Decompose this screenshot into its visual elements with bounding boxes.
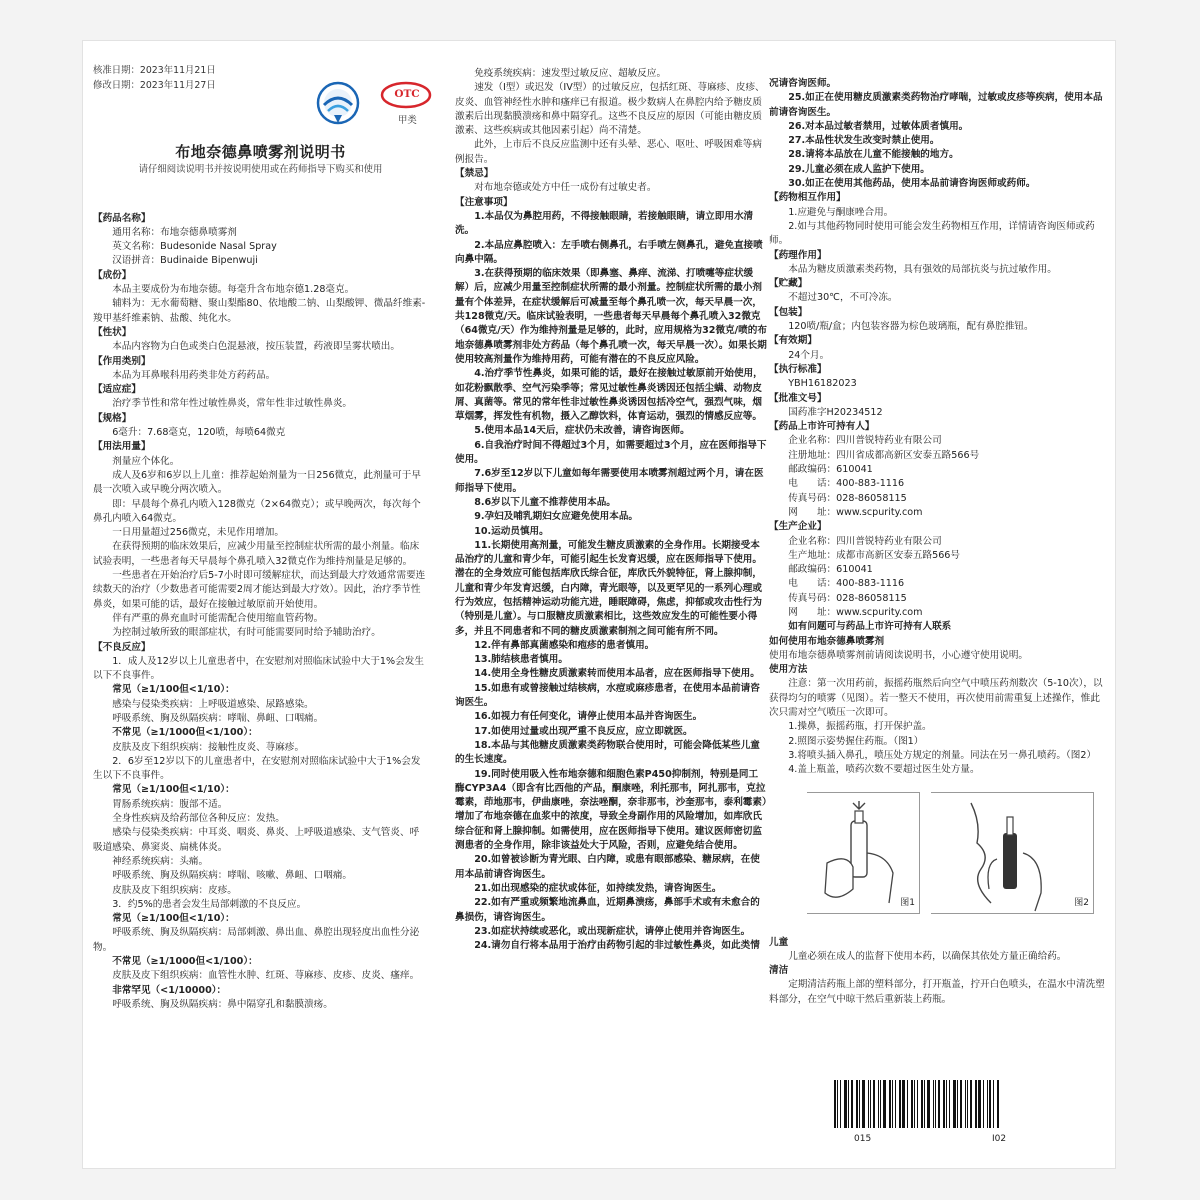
paragraph: 2.照图示姿势握住药瓶。（图1） (788, 735, 924, 747)
column-2-body (455, 67, 767, 953)
approval-date: 核准日期：2023年11月21日 (93, 65, 216, 76)
paragraph: 皮肤及皮下组织疾病：皮疹。 (112, 884, 237, 896)
paragraph: 呼吸系统、胸及纵隔疾病：哮喘、咳嗽、鼻衄、口咽痛。 (112, 870, 353, 882)
paragraph: 如有问题可与药品上市许可持有人联系 (788, 621, 952, 633)
paragraph: 企业名称：四川普锐特药业有限公司 (788, 435, 942, 447)
barcode-bar (870, 1080, 871, 1128)
paragraph: 胃肠系统疾病：腹部不适。 (112, 798, 228, 810)
paragraph: 全身性疾病及给药部位各种反应：发热。 (112, 813, 285, 825)
paragraph: 一些患者在开始治疗后5-7小时即可缓解症状，而达到最大疗效通常需要连续数天的治疗（少数患者可能需要2周才能达到最大疗效）。因此，治疗季节性鼻炎，如果可能的话，最好在接触过敏原前开始使用。 (93, 570, 426, 610)
column-3 (769, 77, 1105, 1007)
figure-2 (931, 792, 1094, 914)
paragraph: 邮政编码：610041 (788, 464, 873, 476)
section-heading: 【药品名称】 (93, 212, 151, 224)
barcode-bar (975, 1080, 977, 1128)
figure-1-caption: 图1 (900, 898, 915, 909)
barcode-bar (927, 1080, 930, 1128)
paragraph: 感染与侵染类疾病：中耳炎、咽炎、鼻炎、上呼吸道感染、支气管炎、呼吸道感染、鼻窦炎、扁桃体炎。 (93, 827, 420, 853)
barcode-bar (844, 1080, 847, 1128)
paragraph: 伴有严重的鼻充血时可能需配合使用缩血管药物。 (112, 612, 324, 624)
barcode-bar (983, 1080, 984, 1128)
paragraph: 22.如有严重或频繁地流鼻血，近期鼻溃疡，鼻部手术或有未愈合的鼻损伤，请咨询医生。 (455, 897, 760, 923)
barcode-icon (834, 1080, 1014, 1128)
section-heading: 【规格】 (93, 412, 132, 424)
paragraph: 常见（≥1/100但<1/10）： (112, 684, 235, 696)
paragraph: 即：早晨每个鼻孔内喷入128微克（2×64微克）；或早晚两次，每次每个鼻孔内喷入64微克。 (93, 498, 421, 524)
paragraph: 呼吸系统、胸及纵隔疾病：哮喘、鼻衄、口咽痛。 (112, 712, 324, 724)
barcode-bar (943, 1080, 945, 1128)
barcode-bar (953, 1080, 956, 1128)
paragraph: 6毫升：7.68毫克，120喷，每喷64微克 (112, 427, 286, 439)
barcode-bar (856, 1080, 858, 1128)
paragraph: 18.本品与其他糖皮质激素类药物联合使用时，可能会降低某些儿童的生长速度。 (455, 739, 760, 766)
paragraph: 汉语拼音：Budinaide Bipenwuji (112, 255, 258, 267)
paragraph: 辅料为：无水葡萄糖、聚山梨酯80、依地酸二钠、山梨酸钾、微晶纤维素-羧甲基纤维素钠、盐酸、纯化水。 (93, 298, 426, 324)
barcode-bar (889, 1080, 891, 1128)
barcode-bar (978, 1080, 981, 1128)
column-1-body (93, 212, 428, 1013)
barcode-bar (957, 1080, 958, 1128)
paragraph: 27.本品性状发生改变时禁止使用。 (788, 135, 940, 147)
paragraph: 120喷/瓶/盒；内包装容器为棕色玻璃瓶，配有鼻腔推钮。 (788, 321, 1034, 333)
paragraph: 常见（≥1/100但<1/10）： (112, 784, 235, 796)
section-heading: 【贮藏】 (769, 278, 808, 290)
paragraph: 常见（≥1/100但<1/10）： (112, 913, 235, 925)
section-heading: 【不良反应】 (93, 641, 151, 653)
paragraph: 24.请勿自行将本品用于治疗由药物引起的非过敏性鼻炎，如此类情 (474, 940, 760, 952)
column-1 (93, 63, 428, 1012)
barcode-bar (892, 1080, 893, 1128)
paragraph: 1.操鼻，振摇药瓶，打开保护盖。 (788, 721, 932, 733)
barcode-bar (907, 1080, 908, 1128)
paragraph: 2．6岁至12岁以下的儿童患者中，在安慰剂对照临床试验中大于1%会发生以下不良事件。 (93, 755, 421, 782)
barcode-bar (993, 1080, 994, 1128)
barcode-bar (899, 1080, 901, 1128)
barcode-bar (873, 1080, 875, 1128)
paragraph: 11.长期使用高剂量，可能发生糖皮质激素的全身作用。长期接受本品治疗的儿童和青少年，可能引起生长发育迟缓，应在医师指导下使用。潜在的全身效应可能包括库欣氏综合征，库欣氏外貌特征，肾上腺抑制，儿童和青少年发育迟缓，白内障，青光眼等，以及更罕见的一系列心理或行为效应，包括精神运动功能亢进，睡眠障碍，焦虑，抑郁或攻击性行为（特别是儿童）。与口服糖皮质激素相比，这些效应发生的可能性要小得多，并且不同患者和不同的糖皮质激素制剂之间可能有所不同。 (455, 539, 762, 637)
section-heading: 【药物相互作用】 (769, 192, 846, 204)
paragraph: 不常见（≥1/1000但<1/100）： (112, 956, 258, 968)
barcode-bar (895, 1080, 896, 1128)
paragraph: 企业名称：四川普锐特药业有限公司 (788, 535, 942, 547)
paragraph: 19.同时使用吸入性布地奈德和细胞色素P450抑制剂，特别是同工酶CYP3A4（即含有比西他的产品，酮康唑，利托那韦，阿扎那韦，克拉霉素，茚地那韦，伊曲康唑，奈法唑酮，奈非那韦，沙奎那韦，泰利霉素）增加了布地奈德在血浆中的浓度，导致全身副作用的风险增加，如库欣氏综合征和肾上腺抑制。如需使用，应在医师指导下使用。建议医师密切监测患者的全身作用，除非该益处大于风险，否则，应避免结合使用。 (455, 768, 767, 852)
paragraph: 英文名称：Budesonide Nasal Spray (112, 241, 277, 253)
barcode-bar (997, 1080, 999, 1128)
section-heading: 【成份】 (93, 269, 132, 281)
paragraph: 生产地址：成都市高新区安泰五路566号 (788, 549, 960, 561)
barcode-bar (960, 1080, 962, 1128)
barcode-bar (834, 1080, 836, 1128)
paragraph: 26.对本品过敏者禁用，过敏体质者慎用。 (788, 120, 969, 132)
barcode-bar (987, 1080, 988, 1128)
paragraph: 8.6岁以下儿童不推荐使用本品。 (474, 496, 616, 508)
paragraph: 9.孕妇及哺乳期妇女应避免使用本品。 (474, 511, 639, 523)
paragraph: 6.自我治疗时间不得超过3个月，如需要超过3个月，应在医师指导下使用。 (455, 439, 767, 466)
paragraph: 感染与侵染类疾病：上呼吸道感染、尿路感染。 (112, 698, 314, 710)
paragraph: 免疫系统疾病：速发型过敏反应、超敏反应。 (474, 68, 667, 79)
paragraph: 3.在获得预期的临床效果（即鼻塞、鼻痒、流涕、打喷嚏等症状缓解）后，应减少用量至控制症状所需的最小剂量。控制症状所需的最小剂量有个体差异，在症状缓解后可减量至每个鼻孔喷一次，每天早晨一次，共128微克/天。临床试验表明，一些患者每天早晨每个鼻孔喷入32微克（64微克/天）作为维持剂量是足够的，此时，应用规格为32微克/喷的布地奈德鼻喷雾剂非处方药品（每个鼻孔喷一次，每天早晨一次）。如果长期使用较高剂量作为维持用药，可能有潜在的不良反应风险。 (455, 268, 767, 365)
paragraph: 电 话：400-883-1116 (788, 578, 905, 590)
section-heading: 【药理作用】 (769, 249, 827, 261)
paragraph: 非常罕见（<1/10000）： (112, 984, 227, 996)
paragraph: 1.应避免与酮康唑合用。 (788, 206, 894, 218)
barcode-area (834, 1080, 1014, 1144)
barcode-bar (837, 1080, 838, 1128)
revision-date: 修改日期：2023年11月27日 (93, 80, 216, 91)
paragraph: 速发（I型）或迟发（IV型）的过敏反应，包括红斑、荨麻疹、皮疹、皮炎、血管神经性水肿和瘙痒已有报道。极少数病人在鼻腔内给予糖皮质激素后出现黏膜溃疡和鼻中隔穿孔。这些不良反应的原因（可能由糖皮质激素、这些疾病或其他因素引起）尚不清楚。 (455, 82, 765, 137)
paragraph: 定期清洁药瓶上部的塑料部分，打开瓶盖，拧开白色喷头，在温水中清洗塑料部分，在空气中晾干然后重新装上药瓶。 (769, 979, 1105, 1005)
paragraph: 2.本品应鼻腔喷入：左手喷右侧鼻孔，右手喷左侧鼻孔，避免直接喷向鼻中隔。 (455, 239, 763, 265)
barcode-bar (868, 1080, 869, 1128)
section-heading: 使用方法 (769, 664, 808, 676)
section-heading: 【用法用量】 (93, 441, 151, 453)
section-heading: 【适应症】 (93, 384, 141, 396)
paragraph: 电 话：400-883-1116 (788, 478, 905, 490)
section-heading: 【有效期】 (769, 335, 817, 347)
paragraph: 4.治疗季节性鼻炎，如果可能的话，最好在接触过敏原前开始使用，如花粉飘散季、空气污染季等；常见过敏性鼻炎诱因还包括尘螨、动物皮屑、真菌等。常见的常年性非过敏性鼻炎诱因包括冷空气，强烈气味，烟草烟雾，挥发性有机物，摄入乙醇饮料，体育运动，强烈的情感反应等。 (455, 368, 763, 423)
section-heading: 清洁 (769, 965, 789, 977)
figure-1 (807, 792, 920, 914)
barcode-bar (933, 1080, 934, 1128)
barcode-bar (840, 1080, 841, 1128)
barcode-bar (862, 1080, 865, 1128)
paragraph: 2.如与其他药物同时使用可能会发生药物相互作用，详情请咨询医师或药师。 (769, 220, 1095, 247)
paragraph: 网 址：www.scpurity.com (788, 506, 923, 518)
otc-class: 甲类 (398, 115, 417, 126)
section-heading: 【药品上市许可持有人】 (769, 421, 875, 433)
paragraph: 为控制过敏所致的眼部症状，有时可能需要同时给予辅助治疗。 (112, 627, 381, 639)
hand-shaking-bottle-icon (807, 793, 919, 913)
barcode-bar (914, 1080, 915, 1128)
barcode-bar (880, 1080, 881, 1128)
usage-figures (769, 786, 1105, 936)
barcode-bar (851, 1080, 853, 1128)
paragraph: 28.请将本品放在儿童不能接触的地方。 (788, 149, 959, 161)
paragraph: 治疗季节性和常年性过敏性鼻炎，常年性非过敏性鼻炎。 (112, 398, 353, 410)
paragraph: 通用名称：布地奈德鼻喷雾剂 (112, 226, 237, 238)
column-3-body (769, 77, 1105, 778)
barcode-bar (989, 1080, 991, 1128)
document-subtitle: 请仔细阅读说明书并按说明使用或在药师指导下购买和使用 (138, 164, 383, 176)
paragraph: 不常见（≥1/1000但<1/100）： (112, 727, 258, 739)
paragraph: 在获得预期的临床效果后，应减少用量至控制症状所需的最小剂量。临床试验表明，一些患者每天早晨每个鼻孔喷入32微克作为维持剂量是足够的。 (93, 541, 420, 567)
paragraph: 此外，上市后不良反应监测中还有头晕、恶心、呕吐、呼吸困难等病例报告。 (455, 139, 762, 165)
paragraph: 13.肺结核患者慎用。 (474, 654, 568, 666)
paragraph: 1.本品仅为鼻腔用药，不得接触眼睛，若接触眼睛，请立即用水清洗。 (455, 210, 754, 237)
paragraph: 23.如症状持续或恶化，或出现新症状，请停止使用并咨询医生。 (474, 925, 751, 937)
section-heading: 如何使用布地奈德鼻喷雾剂 (769, 635, 885, 647)
otc-badge: OTC (394, 88, 420, 100)
paragraph: 12.伴有鼻部真菌感染和疱疹的患者慎用。 (474, 639, 655, 651)
paragraph: 本品为糖皮质激素类药物，具有强效的局部抗炎与抗过敏作用。 (788, 263, 1057, 275)
paragraph: 对布地奈德或处方中任一成份有过敏史者。 (474, 182, 657, 194)
section-heading: 【包装】 (769, 306, 808, 318)
paragraph: 皮肤及皮下组织疾病：接触性皮炎、荨麻疹。 (112, 741, 305, 753)
document-title: 布地奈德鼻喷雾剂说明书 (175, 143, 346, 161)
paragraph: 20.如曾被诊断为青光眼、白内障，或患有眼部感染、糖尿病，在使用本品前请咨询医生。 (455, 854, 760, 880)
section-heading: 【作用类别】 (93, 355, 151, 367)
paragraph: 24个月。 (788, 349, 830, 361)
barcode-bar (902, 1080, 905, 1128)
logo-area (310, 81, 440, 145)
paragraph: 注意：第一次用药前，振摇药瓶然后向空气中喷压药剂数次（5-10次），以获得均匀的喷雾（见图）。若一整天不使用，再次使用前需重复上述操作，惟此次只需对空气喷压一次即可。 (769, 678, 1103, 719)
paragraph: 邮政编码：610041 (788, 564, 873, 576)
paragraph: 3.将喷头插入鼻孔，喷压处方规定的剂量。同法在另一鼻孔喷药。（图2） (788, 749, 1097, 761)
paragraph: 3．约5%的患者会发生局部刺激的不良反应。 (112, 898, 307, 910)
paragraph: 25.如正在使用糖皮质激素类药物治疗哮喘，过敏或皮疹等疾病，使用本品前请咨询医生。 (769, 92, 1103, 118)
paragraph: 神经系统疾病：头痛。 (112, 855, 209, 867)
paragraph: 本品为耳鼻喉科用药类非处方药药品。 (112, 369, 276, 381)
barcode-bar (911, 1080, 913, 1128)
paragraph: 剂量应个体化。 (112, 455, 180, 467)
paragraph: 国药准字H20234512 (788, 406, 883, 418)
barcode-bar (848, 1080, 849, 1128)
barcode-bar (935, 1080, 936, 1128)
paragraph: 17.如使用过量或出现严重不良反应，应立即就医。 (474, 725, 693, 737)
barcode-bar (949, 1080, 950, 1128)
paragraph: 使用布地奈德鼻喷雾剂前请阅读说明书，小心遵守使用说明。 (769, 649, 1029, 661)
barcode-bar (859, 1080, 860, 1128)
paragraph: 21.如出现感染的症状或体征，如持续发热，请咨询医生。 (474, 882, 722, 894)
paragraph: 4.盖上瓶盖，喷药次数不要超过医生处方量。 (788, 764, 980, 776)
barcode-bar (921, 1080, 923, 1128)
nasal-spray-use-icon (931, 793, 1093, 913)
section-heading: 【生产企业】 (769, 521, 827, 533)
barcode-bar (917, 1080, 918, 1128)
code-left: 015 (854, 1134, 872, 1144)
paragraph: 不超过30℃，不可冷冻。 (788, 292, 898, 304)
paragraph: 10.运动员慎用。 (474, 525, 549, 537)
paragraph: YBH16182023 (788, 378, 857, 390)
barcode-bar (965, 1080, 966, 1128)
paragraph: 7.6岁至12岁以下儿童如每年需要使用本喷雾剂超过两个月，请在医师指导下使用。 (455, 468, 764, 494)
paragraph: 15.如患有或曾接触过结核病，水痘或麻疹患者，在使用本品前请咨询医生。 (455, 682, 760, 709)
barcode-bar (946, 1080, 947, 1128)
barcode-bar (938, 1080, 940, 1128)
barcode-bar (967, 1080, 968, 1128)
section-heading: 【性状】 (93, 326, 132, 338)
section-heading: 【禁忌】 (455, 168, 494, 180)
paragraph: 成人及6岁和6岁以上儿童：推荐起始剂量为一日256微克，此剂量可于早晨一次喷入或早晚分两次喷入。 (93, 469, 421, 496)
paragraph: 呼吸系统、胸及纵隔疾病：鼻中隔穿孔和黏膜溃疡。 (112, 998, 333, 1010)
paragraph: 注册地址：四川省成都高新区安泰五路566号 (788, 449, 980, 461)
paragraph: 一日用量超过256微克，未见作用增加。 (112, 527, 284, 539)
paragraph: 29.儿童必须在成人监护下使用。 (788, 163, 930, 175)
section-heading: 况请咨询医师。 (769, 78, 837, 89)
section-heading: 儿童 (769, 936, 789, 948)
paragraph: 网 址：www.scpurity.com (788, 606, 923, 618)
paragraph: 14.使用全身性糖皮质激素转而使用本品者，应在医师指导下使用。 (474, 668, 760, 680)
paragraph: 16.如视力有任何变化，请停止使用本品并咨询医生。 (474, 711, 703, 723)
paragraph: 传真号码：028-86058115 (788, 492, 907, 504)
section-heading: 【注意事项】 (455, 196, 513, 208)
column-3-after-figures (769, 936, 1105, 1007)
section-heading: 【执行标准】 (769, 363, 827, 375)
paragraph: 30.如正在使用其他药品，使用本品前请咨询医师或药师。 (788, 178, 1036, 190)
barcode-bar (924, 1080, 925, 1128)
paragraph: 儿童必须在成人的监督下使用本药，以确保其依处方量正确给药。 (788, 950, 1067, 962)
paragraph: 本品主要成份为布地奈德。每毫升含布地奈德1.28毫克。 (112, 284, 355, 296)
paragraph: 传真号码：028-86058115 (788, 592, 907, 604)
paragraph: 本品内容物为白色或类白色混悬液，按压装置，药液即呈雾状喷出。 (112, 341, 400, 353)
code-right: I02 (992, 1134, 1007, 1144)
section-heading: 【批准文号】 (769, 392, 827, 404)
paragraph: 呼吸系统、胸及纵隔疾病：局部刺激、鼻出血、鼻腔出现轻度出血性分泌物。 (93, 927, 420, 953)
paragraph: 5.使用本品14天后，症状仍未改善，请咨询医师。 (474, 425, 690, 437)
barcode-bar (883, 1080, 886, 1128)
paragraph: 1．成人及12岁以上儿童患者中，在安慰剂对照临床试验中大于1%会发生以下不良事件。 (93, 655, 424, 682)
barcode-bar (878, 1080, 879, 1128)
barcode-bar (970, 1080, 972, 1128)
column-2 (455, 67, 767, 953)
figure-2-caption: 图2 (1074, 898, 1089, 909)
leaflet-sheet (82, 40, 1116, 1169)
paragraph: 皮肤及皮下组织疾病：血管性水肿、红斑、荨麻疹、皮疹、皮炎、瘙痒。 (112, 970, 420, 982)
